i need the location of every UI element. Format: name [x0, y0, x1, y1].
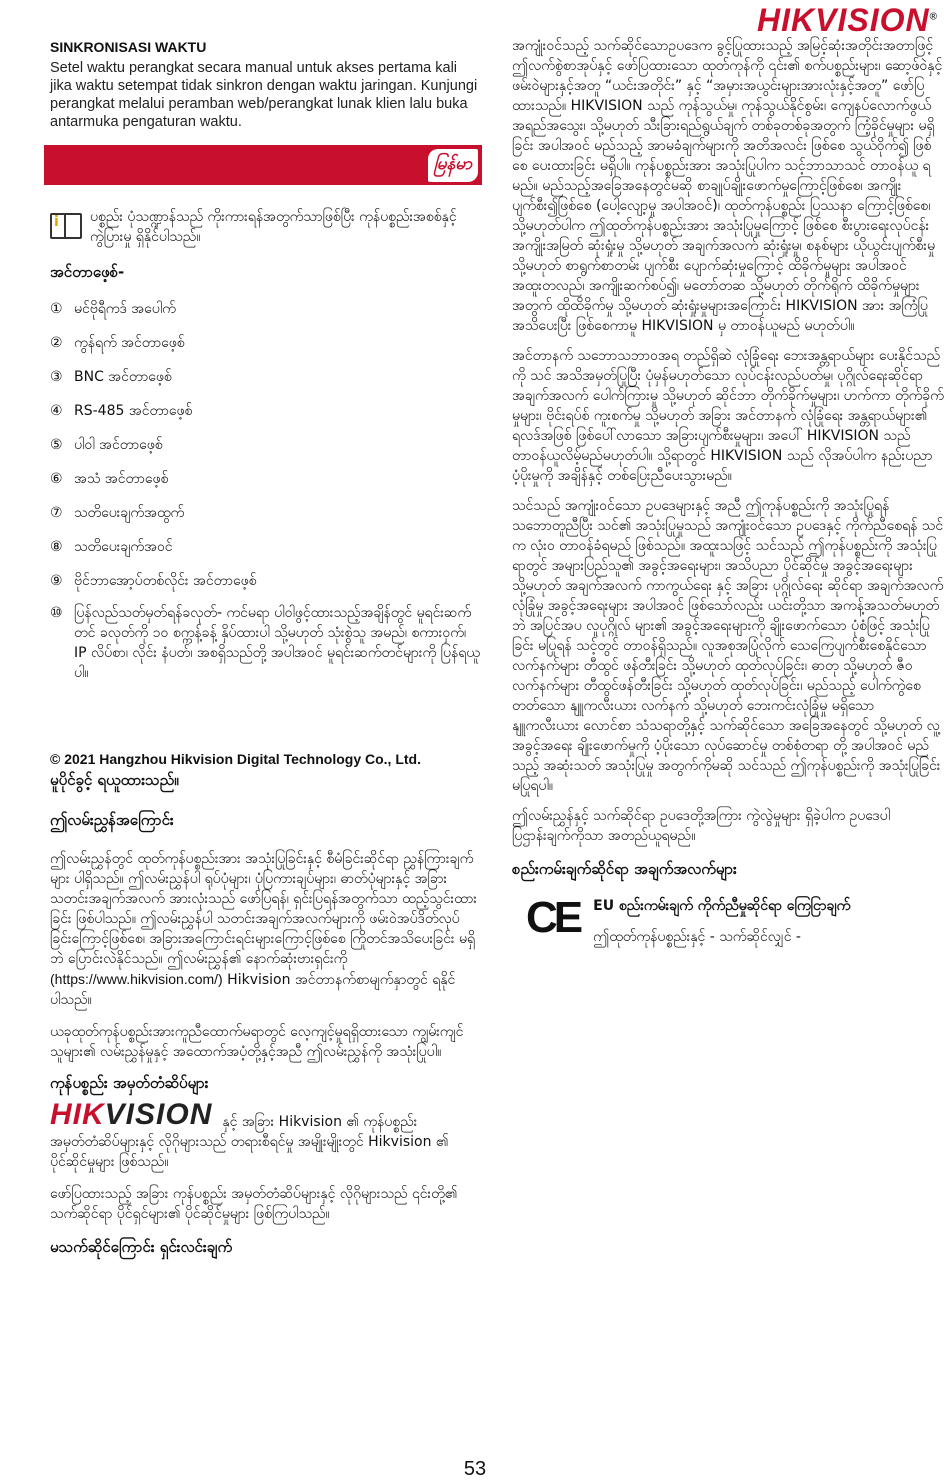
hikvision-logo-hik: HIK — [50, 1098, 105, 1131]
interface-item — [50, 503, 480, 523]
interface-item — [50, 367, 480, 387]
interface-text: RS-485 အင်တာဖေ့စ် — [74, 403, 193, 419]
interface-item — [50, 537, 480, 557]
interface-text: မင်ဗိုရီကဒ် အပေါက် — [74, 301, 176, 317]
interface-num: ② — [50, 335, 63, 351]
interface-item — [50, 435, 480, 455]
copyright: © 2021 Hangzhou Hikvision Digital Technology Co., Ltd. — [50, 751, 421, 767]
interface-item — [50, 333, 480, 353]
note-text: ပစ္စည်း ပုံသဏ္ဍာန်သည် ကိုးကားရန်အတွက်သာဖြစ်ပြီး ကုန်ပစ္စည်းအစစ်နှင့် ကွဲပြားမှု ရှိနိုင်ပါသည်။ — [90, 209, 457, 245]
interface-text: ဗိုင်ဘာအော့ပ်တစ်လိုင်း အင်တာဖေ့စ် — [74, 573, 257, 589]
interface-num: ④ — [50, 403, 63, 419]
interface-num: ⑥ — [50, 471, 63, 487]
trademark-logo-row — [50, 1098, 480, 1132]
regulatory-heading: စည်းကမ်းချက်ဆိုင်ရာ အချက်အလက်များ — [512, 860, 737, 878]
interface-text: ပါဝါ အင်တာဖေ့စ် — [74, 437, 163, 453]
disclaimer-paragraph-4: ဤလမ်းညွှန်နှင့် သက်ဆိုင်ရာ ဥပဒေတို့အကြား ကွဲလွဲမှုများ ရှိခဲ့ပါက ဥပဒေပါ ပြဌာန်းချက်ကိုသာ အတည်ယူရမည်။ — [512, 808, 890, 844]
interface-text: သတိပေးချက်အဝင် — [74, 539, 173, 555]
left-column — [50, 36, 480, 1260]
brand-logo-text: HIKVISION — [757, 2, 930, 38]
hikvision-logo — [50, 1098, 212, 1132]
page-number: 53 — [463, 1458, 487, 1480]
interface-text: ပြန်လည်သတ်မှတ်ရန်ခလုတ်- ကင်မရာ ပါဝါဖွင့်ထားသည့်အချိန်တွင် မူရင်းဆက်တင် ခလုတ်ကို ၁၀ စက္ကန့်ခန့် နှိပ်ထားပါ သို့မဟုတ် သုံးစွဲသူ အမည်၊ စကားဝှက်၊ IP လိပ်စာ၊ လိုင်း နံပတ်၊ အစရှိသည်တို့ အပါအဝင် မူရင်းဆက်တင်များကို ပြန်ရယူပါ။ — [74, 605, 480, 681]
disclaimer-paragraph-1: အကျုံးဝင်သည့် သက်ဆိုင်သောဥပဒေက ခွင့်ပြုထားသည့် အမြင့်ဆုံးအတိုင်းအတာဖြင့် ဤလက်စွဲစာအုပ်နှင့် ဖော်ပြထားသော ထုတ်ကုန်ကို ၎င်း၏ စက်ပစ္စည်းများ၊ ဆော့ဖ်ဝဲနှင့် ဖမ်းဝဲများနှင့်အတူ “ယင်းအတိုင်း” နှင့် “အမှားအယွင်းများအားလုံးနှင့်အတူ” ဖော်ပြထားသည်။ HIKVISION သည် ကုန်သွယ်မှု၊ ကုန်သွယ်နိုင်စွမ်း၊ ကျေနပ်လောက်ဖွယ် အရည်အသွေး၊ သို့မဟုတ် သီးခြားရည်ရွယ်ချက် တစ်ခုတစ်ခုအတွက် ကြံ့ခိုင်မှုများ မရှိခြင်း အပါအဝင် မည်သည့် အာမခံချက်များကို အတိအလင်း ဖြစ်စေ သွယ်ဝိုက်၍ ဖြစ်စေ ပေးထားခြင်း မရှိပါ။ ကုန်ပစ္စည်းအား အသုံးပြုပါက သင့်ဘာသာသင် တာဝန်ယူ ရမည်။ မည်သည့်အခြေအနေတွင်မဆို စာချုပ်ချိုးဖောက်မှုကြောင့်ဖြစ်စေ၊ အကျိုးပျက်စီး၍ဖြစ်စေ (ပေါ့လျော့မှု အပါအဝင်)၊ ထုတ်ကုန်ပစ္စည်း ပြဿနာ ကြောင့်ဖြစ်စေ၊ သို့မဟုတ်ပါက ဤထုတ်ကုန်ပစ္စည်းအား အသုံးပြုမှုကြောင့် ဖြစ်စေ စီးပွားရေးလုပ်ငန်း အကျိုးအမြတ် ဆုံးရှုံးမှု သို့မဟုတ် အချက်အလက် ဆုံးရှုံးမှု၊ စနစ်များ ယိုယွင်းပျက်စီးမှု သို့မဟုတ် စာရွက်စာတမ်း ပျက်စီး ပျောက်ဆုံးမှုကြောင့် ထိခိုက်မှုများ အပါအဝင် အထူးတလည်၊ အကျိုးဆက်စပ်၍၊ မတော်တဆ သို့မဟုတ် တိုက်ရိုက် ထိခိုက်မှုများအတွက် ထိုထိခိုက်မှု သို့မဟုတ် ဆုံးရှုံးမှုများအကြောင်း HIKVISION အား အကြံပြု အသိပေးပြီး ဖြစ်စေကာမူ HIKVISION မှ တာဝန်ယူမည် မဟုတ်ပါ။ — [512, 38, 943, 334]
disclaimer-paragraph-2: အင်တာနက် သဘောသဘာဝအရ တည်ရှိဆဲ လုံခြုံရေး ဘေးအန္တရာယ်များ ပေးနိုင်သည်ကို သင် အသိအမှတ်ပြုပြီး ပုံမှန်မဟုတ်သော လုပ်ငန်းလည်ပတ်မှု၊ ပုဂ္ဂိုလ်ရေးဆိုင်ရာ အချက်အလက် ပေါက်ကြားမှု သို့မဟုတ် ဆိုင်ဘာ တိုက်ခိုက်မှုများ၊ ဟက်ကာ တိုက်ခိုက်မှုများ၊ ဗိုင်းရပ်စ် ကူးစက်မှု သို့မဟုတ် အခြား အင်တာနက် လုံခြုံရေး အန္တရာယ်များ၏ ရလဒ်အဖြစ် ဖြစ်ပေါ်လာသော အခြားပျက်စီးမှုများ၊ အပေါ် HIKVISION သည် တာဝန်ယူလိမ့်မည်မဟုတ်ပါ။ သို့ရာတွင် HIKVISION သည် လိုအပ်ပါက နည်းပညာပံ့ပိုးမှုကို အချိန်နှင့် တစ်ပြေးညီပေးသွားမည်။ — [512, 348, 944, 484]
interface-num: ⑤ — [50, 437, 63, 453]
interface-text: အသံ အင်တာဖေ့စ် — [74, 471, 169, 487]
interface-text: BNC အင်တာဖေ့စ် — [74, 369, 172, 385]
interface-item — [50, 299, 480, 319]
disclaimer-paragraph-3: သင်သည် အကျုံးဝင်သော ဥပဒေများနှင့် အညီ ဤကုန်ပစ္စည်းကို အသုံးပြုရန် သဘောတူညီပြီး သင်၏ အသုံးပြုမှုသည် အကျုံးဝင်သော ဥပဒေနှင့် ကိုက်ညီစေရန် သင်က လုံးဝ တာဝန်ခံရမည် ဖြစ်သည်။ အထူးသဖြင့် သင်သည် ဤကုန်ပစ္စည်းကို အသုံးပြုရာတွင် အများပြည်သူ၏ အခွင့်အရေးများ၊ အသိပညာ ပိုင်ဆိုင်မှု အခွင့်အရေးများ သို့မဟုတ် အချက်အလက် ကာကွယ်ရေး နှင့် အခြား ပုဂ္ဂိုလ်ရေး ဆိုင်ရာ အချက်အလက် လုံခြုံမှု အခွင့်အရေးများ အပါအဝင် ဖြစ်သော်လည်း ယင်းတို့သာ အကန့်အသတ်မဟုတ်ဘဲ အပြင်အပ လူပုဂ္ဂိုလ် များ၏ အခွင့်အရေးများကို ချိုးဖောက်သော ပုံစံဖြင့် အသုံးပြုခြင်း မပြုရန် သင့်တွင် တာဝန်ရှိသည်။ လူအစုအပြုံလိုက် သေကြေပျက်စီးစေနိုင်သော လက်နက်များ တီထွင် ဖန်တီးခြင်း သို့မဟုတ် ထုတ်လုပ်ခြင်း၊ ဓာတု သို့မဟုတ် ဇီဝ လက်နက်များ တီထွင်ဖန်တီးခြင်း သို့မဟုတ် ထုတ်လုပ်ခြင်း၊ မည်သည့် ပေါက်ကွဲစေတတ်သော နျူကလီးယား လက်နက် သို့မဟုတ် ဘေးကင်းလုံခြုံမှု မရှိသော နျူကလီးယား လောင်စာ သံသရာတို့နှင့် သက်ဆိုင်သော အခြေအနေတွင် သို့မဟုတ် လူ့အခွင့်အရေး ချိုးဖောက်မှုကို ပံ့ပိုးသော လုပ်ဆောင်မှု တစ်စုံတရာ တို့ အပါအဝင် မည်သည့် အဆုံးသတ် အသုံးပြုမှု အတွက်ကိုမဆို သင်သည် ဤကုန်ပစ္စည်းကို အသုံးပြုခြင်း မပြုရပါ။ — [512, 498, 944, 794]
interface-item — [50, 469, 480, 489]
manual-heading: ဤလမ်းညွှန်အကြောင်း — [50, 811, 174, 829]
website-link[interactable]: (https://www.hikvision.com/) — [50, 971, 223, 987]
right-column — [512, 36, 944, 948]
trademarks-heading: ကုန်ပစ္စည်း အမှတ်တံဆိပ်များ — [50, 1074, 209, 1092]
interface-num: ③ — [50, 369, 63, 385]
sync-heading: SINKRONISASI WAKTU — [50, 39, 207, 55]
disclaimer-heading: မသက်ဆိုင်ကြောင်း ရှင်းလင်းချက် — [50, 1238, 233, 1256]
manual-paragraph — [50, 849, 480, 1010]
interface-num: ⑧ — [50, 539, 63, 555]
interface-text: ကွန်ရက် အင်တာဖေ့စ် — [74, 335, 185, 351]
interface-text: သတိပေးချက်အထွက် — [74, 505, 185, 521]
interfaces-heading: အင်တာဖေ့စ်- — [50, 263, 125, 281]
hikvision-logo-vision: VISION — [104, 1098, 213, 1131]
language-banner — [44, 145, 482, 185]
ce-content — [593, 896, 850, 948]
registered-mark: ® — [929, 11, 938, 23]
interface-item — [50, 401, 480, 421]
ce-block — [526, 893, 944, 948]
trademark-text: နှင့် အခြား Hikvision ၏ ကုန်ပစ္စည်း — [222, 1114, 418, 1130]
manual-text: Hikvision အင်တာနက်စာမျက်နှာတွင် ရနိုင်ပါသည်။ — [50, 972, 456, 1008]
interface-num: ⑨ — [50, 573, 63, 589]
ce-text: ဤထုတ်ကုန်ပစ္စည်းနှင့် - သက်ဆိုင်လျှင် - — [593, 929, 801, 945]
interface-num: ⑩ — [50, 605, 63, 621]
interface-num: ⑦ — [50, 505, 63, 521]
trademark-text-2: အမှတ်တံဆိပ်များနှင့် လိုဂိုများသည် တရားစီရင်မှု အမျိုးမျိုးတွင် Hikvision ၏ ပိုင်ဆိုင်မှုများ ဖြစ်သည်။ — [50, 1134, 449, 1170]
interface-num: ① — [50, 301, 63, 317]
manual-text: ဤလမ်းညွှန်တွင် ထုတ်ကုန်ပစ္စည်းအား အသုံးပြုခြင်းနှင့် စီမံခြင်းဆိုင်ရာ ညွှန်ကြားချက်များ ပါရှိသည်။ ဤလမ်းညွှန်ပါ ရုပ်ပုံများ၊ ပုံပြကားချပ်များ၊ ဓာတ်ပုံများနှင့် အခြားသတင်းအချက်အလက် အားလုံးသည် ဖော်ပြရန်၊ ရှင်းပြရန်အတွက်သာ ထည့်သွင်းထားခြင်း ဖြစ်ပါသည်။ ဤလမ်းညွှန်ပါ သတင်းအချက်အလက်များကို ဖမ်းဝဲအပ်ဒိတ်လုပ်ခြင်းကြောင့်ဖြစ်စေ၊ အခြားအကြောင်းရင်းများကြောင့်ဖြစ်စေ ကြိုတင်အသိပေးခြင်း မရှိဘဲ ပြောင်းလဲနိုင်သည်။ ဤလမ်းညွှန်၏ နောက်ဆုံးဗားရှင်းကို — [50, 851, 477, 967]
brand-logo — [757, 2, 938, 39]
interface-item — [50, 571, 480, 591]
interface-item — [50, 603, 480, 683]
sync-body: Setel waktu perangkat secara manual untuk akses pertama kali jika waktu setempat tidak sinkron dengan waktu jaringan. Kunjungi perangkat melalui peramban web/perangkat lunak klien lalu buka antarmuka pengaturan waktu. — [50, 60, 478, 130]
note-book-icon — [50, 213, 82, 239]
ce-title: EU စည်းကမ်းချက် ကိုက်ညီမှုဆိုင်ရာ ကြေငြာချက် — [593, 898, 851, 914]
ce-mark-icon: CE — [526, 893, 580, 942]
rights-reserved: မူပိုင်ခွင့် ရယူထားသည်။ — [50, 771, 179, 789]
language-tab: မြန်မာ — [428, 149, 478, 182]
manual-paragraph-2: ယခုထုတ်ကုန်ပစ္စည်းအားကူညီထောက်မရာတွင် လေ့ကျင့်မှုရရှိထားသော ကျွမ်းကျင်သူများ၏ လမ်းညွှန်မှုနှင့် အထောက်အပံ့တို့နှင့်အညီ ဤလမ်းညွှန်ကို အသုံးပြုပါ။ — [50, 1024, 464, 1060]
note-block — [50, 207, 480, 247]
trademark-paragraph-2: ဖော်ပြထားသည့် အခြား ကုန်ပစ္စည်း အမှတ်တံဆိပ်များနှင့် လိုဂိုများသည် ၎င်းတို့၏ သက်ဆိုင်ရာ ပိုင်ရှင်များ၏ ပိုင်ဆိုင်မှုများ ဖြစ်ကြပါသည်။ — [50, 1186, 458, 1222]
